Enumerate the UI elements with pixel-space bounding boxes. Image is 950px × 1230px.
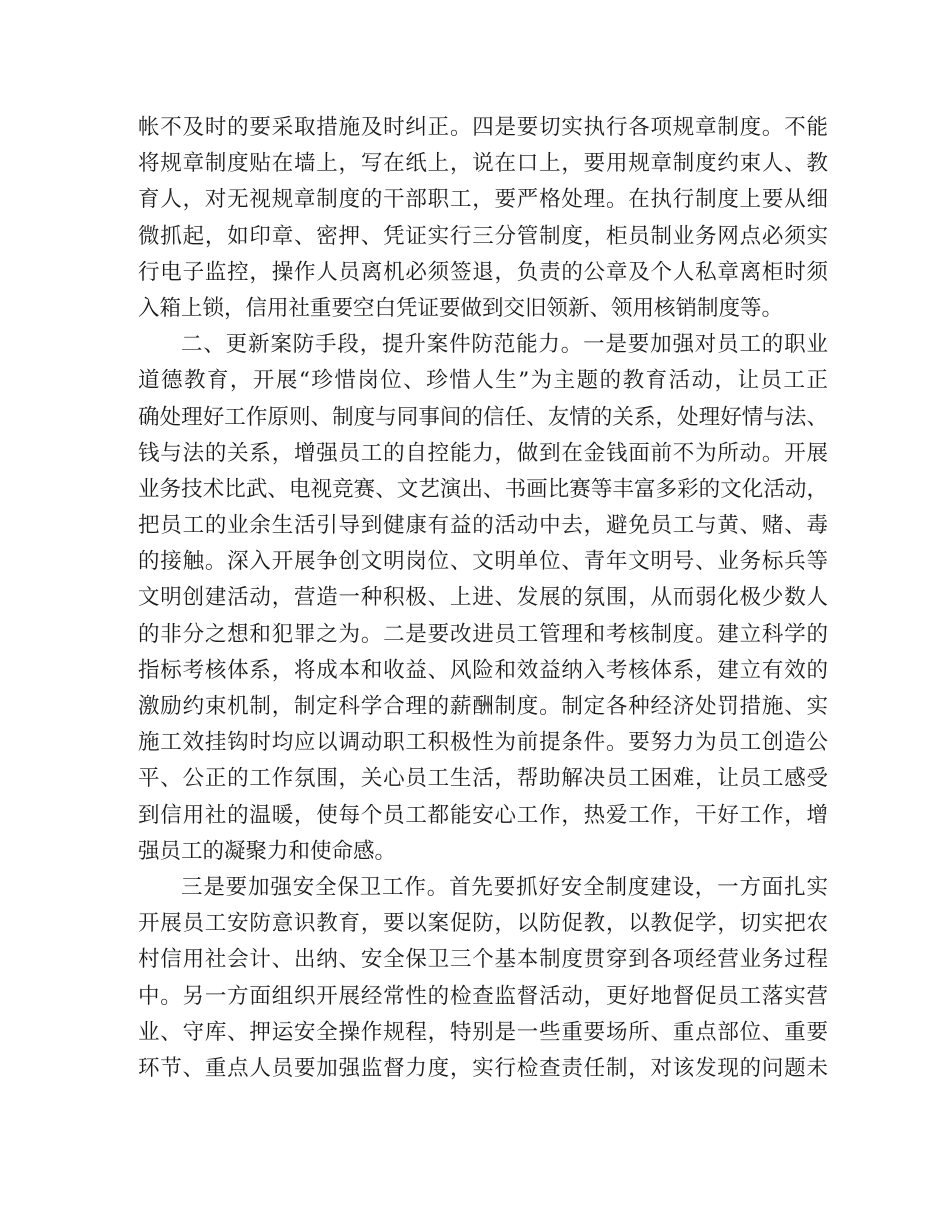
text-line: 开展员工安防意识教育，要以案促防，以防促教，以教促学，切实把农: [138, 911, 828, 937]
text-line: 施工效挂钩时均应以调动职工积极性为前提条件。要努力为员工创造公: [138, 730, 828, 756]
text-line: 道德教育，开展“珍惜岗位、珍惜人生”为主题的教育活动，让员工正: [138, 368, 828, 394]
text-line: 到信用社的温暖，使每个员工都能安心工作，热爱工作，干好工作，增: [138, 802, 828, 828]
text-line: 帐不及时的要采取措施及时纠正。四是要切实执行各项规章制度。不能: [138, 115, 828, 140]
text-line: 村信用社会计、出纳、安全保卫三个基本制度贯穿到各项经营业务过程: [138, 947, 828, 973]
text-line: 钱与法的关系，增强员工的自控能力，做到在金钱面前不为所动。开展: [138, 440, 828, 466]
text-line: 中。另一方面组织开展经常性的检查监督活动，更好地督促员工落实营: [138, 983, 828, 1009]
text-line: 育人，对无视规章制度的干部职工，要严格处理。在执行制度上要从细: [138, 187, 828, 213]
text-line: 平、公正的工作氛围，关心员工生活，帮助解决员工困难，让员工感受: [138, 766, 828, 792]
text-line: 业务技术比武、电视竞赛、文艺演出、书画比赛等丰富多彩的文化活动，: [138, 476, 828, 502]
body-text: [138, 110, 828, 1087]
text-line: 文明创建活动，营造一种积极、上进、发展的氛围，从而弱化极少数人: [138, 585, 828, 611]
text-line: 的非分之想和犯罪之为。二是要改进员工管理和考核制度。建立科学的: [138, 621, 828, 647]
paragraph-3: [138, 870, 828, 1087]
paragraph-2: [138, 327, 828, 870]
paragraph-1: [138, 110, 828, 327]
text-line: 将规章制度贴在墙上，写在纸上，说在口上，要用规章制度约束人、教: [138, 151, 828, 177]
text-line: 把员工的业余生活引导到健康有益的活动中去，避免员工与黄、赌、毒: [138, 513, 828, 539]
text-line: 激励约束机制，制定科学合理的薪酬制度。制定各种经济处罚措施、实: [138, 694, 828, 719]
text-line: 业、守库、押运安全操作规程，特别是一些重要场所、重点部位、重要: [138, 1019, 828, 1045]
text-line: 三是要加强安全保卫工作。首先要抓好安全制度建设，一方面扎实: [181, 874, 828, 900]
text-line: 入箱上锁，信用社重要空白凭证要做到交旧领新、领用核销制度等。: [138, 295, 784, 321]
text-line: 环节、重点人员要加强监督力度，实行检查责任制，对该发现的问题未: [138, 1055, 828, 1081]
text-line: 指标考核体系，将成本和收益、风险和效益纳入考核体系，建立有效的: [138, 657, 828, 683]
text-line: 强员工的凝聚力和使命感。: [138, 838, 397, 864]
text-line: 确处理好工作原则、制度与同事间的信任、友情的关系，处理好情与法、: [138, 404, 828, 430]
text-line: 行电子监控，操作人员离机必须签退，负责的公章及个人私章离柜时须: [138, 259, 828, 285]
text-line: 二、更新案防手段，提升案件防范能力。一是要加强对员工的职业: [181, 332, 828, 358]
text-line: 的接触。深入开展争创文明岗位、文明单位、青年文明号、业务标兵等: [138, 549, 828, 575]
text-line: 微抓起，如印章、密押、凭证实行三分管制度，柜员制业务网点必须实: [138, 223, 828, 249]
